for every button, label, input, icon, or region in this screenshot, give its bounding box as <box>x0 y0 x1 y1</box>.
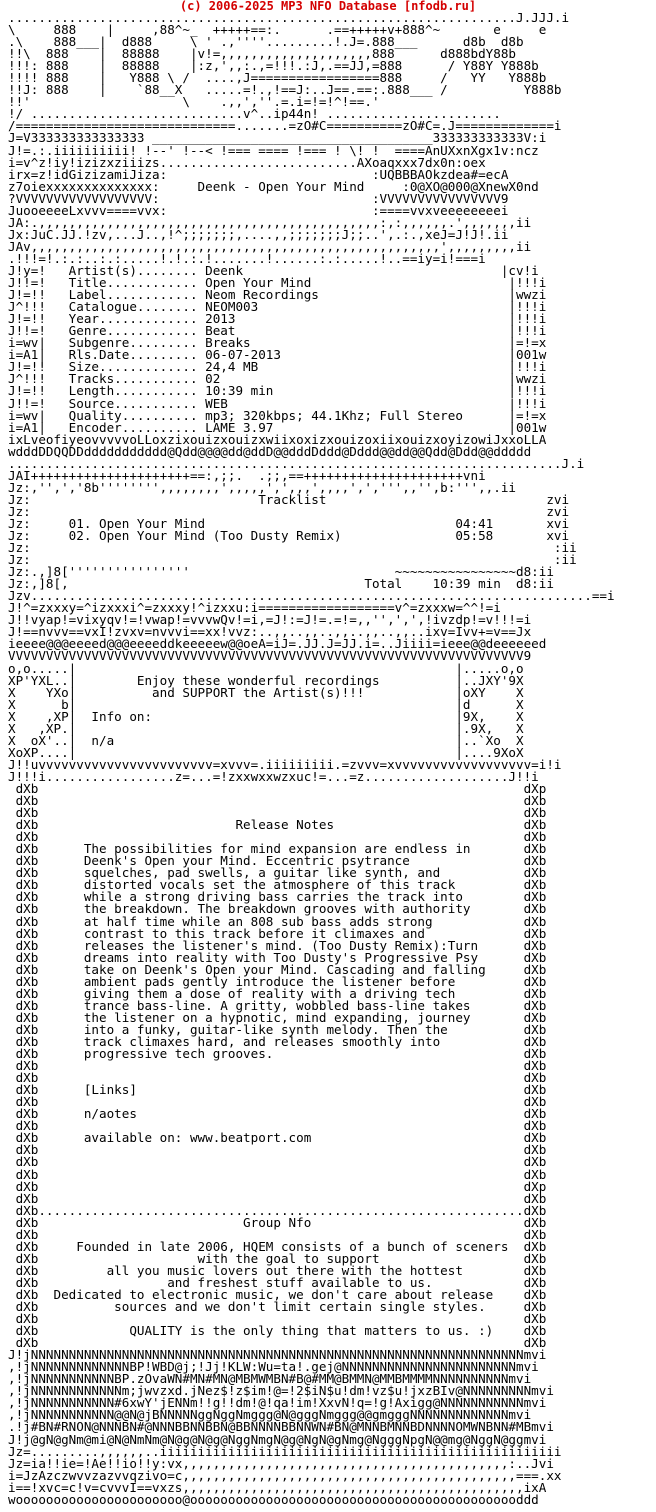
nfo-text: ...................................................................J.JJJ.i \ 888 | ,88^~_ +++++==:. .==+++++v+888^~ e e .\ 888___| d888 \ ' .,''''.........!.J=.888___ d8b d8b !!\ 888 | 88888 |v!=,,,,,,,,,,,,,,,,,,,,888 d888bdY88b !!!: 888 | 88888 |:z,',,:.,=!!!.:J,.==JJ,=888 / Y88Y Y888b !!!! 888 | Y888 \ / ....,J=================888 / YY Y888b !!J: 888 | `88__X .....=!.,!==J:..J==.==:.888___ / Y888b !!' \ .,,',''.=.i=!=!^!==.' !/ ............................v^..ip44n! ....................... /=============================.......=zO#C==========zO#C=.J=============i J=V333333333333333 _____________________________________333333333333V:i J!=.:.iiiiiiiiii! !--' !--< !=== ==== !=== ! \! ! ====AnUXxnXgx1v:ncz i=v^z!iy!izizxziiizs..........................AXoaqxxx7dx0n:oex irx=z!idGizizamiJiza: :UQBBBAOkzdea#=ecA z7oiexxxxxxxxxxxxxx: Deenk - Open Your Mind :0@XO@000@XnewX0nd ?VVVVVVVVVVVVVVVVVV: :VVVVVVVVVVVVVVVV9 JuooeeeeLxvvv====vvx: :====vvxveeeeeeeei JA:.,,,,,,,,,,,,,,,,,,,,,,,,,,,,,,,,,,,,,,,,,,,,,:,:,,,,,,.',,,,,,,ii Jx:JuC.JJ.!zv,...J..,!^;;;;;;;,....,,;;;;;;;J;;..',.:.,xeJ=J!J!.ii JAv,,,,,,,,,,,,,,,,,,,,,,,,,,,,,,,,,,,,,,,,,,,,,,,,,,,,,,',,,,,,,,,ii .!!!=!.:.:..:.:.....!.!.:.!.......!......:.:.....!..==iy=i!===i J!y=! Artist(s)........ Deenk |cv!i J!!=! Title............ Open Your Mind |!!!i J!=!! Label............ Neom Recordings |wwzi J^!!! Catalogue........ NEOM003 |!!!i J!=!! Year............. 2013 |!!!i J!!=! Genre............ Beat |!!!i i=wv| Subgenre......... Breaks |=!=x i=A1| Rls.Date......... 06-07-2013 |001w J!=!! Size............. 24,4 MB |!!!i J^!!! Tracks........... 02 |wwzi J!=!! Length........... 10:39 min |!!!i J!!=! Source........... WEB |!!!i i=wv| Quality.......... mp3; 320kbps; 44.1Khz; Full Stereo |=!=x i=A1| Encoder.......... LAME 3.97 |001w ixLveofiyeovvvvvoLLoxzixouizxouizxwiixoxizxouizoxiixouizxoyizowiJxxoLLA wdddDDQQDDddddddddddd@Qdd@@@@dd@ddD@@dddDddd@Dddd@@dd@@Qdd@Ddd@@ddddd .........................................................................J.i JAI+++++++++++++++++++++==:,;;. .;;,==+++++++++++++++++++++vni Jz:,'',','8b'''''''',,,,,,,,',,,,,',',,,',,,,',',''',,'',b:''',,.ii Jz: Tracklist zvi Jz: zvi Jz: 01. Open Your Mind 04:41 xvi Jz: 02. Open Your Mind (Too Dusty Remix) 05:58 xvi Jz: :ii Jz: :ii Jz:.,]8['''''''''''''''' ~~~~~~~~~~~~~~~~d8:ii Jz:,]8[, Total 10:39 min d8:ii Jzv..........................................................................==i J!^=zxxxy=^izxxxi^=zxxxy!^izxxu:i==================v^=zxxxw=^^!=i J!!vyap!=vixyqv!=!vwap!=vvvwQv!=i,=J!:=J!=.=!=,,'',',',!ivzdp!=v!!!=i J!==nvvv==vxI!zvxv=nvvvi==xx!vvz:..,,..,,..,,..,,..,,..ixv=Ivv+=v==Jx ieeee@@@eeeed@@@eeeeddkeeeeew@@oeA=iJ=.JJ.J=JJ.i=..Jiiii=ieee@@deeeeeed VVVVVVVVVVVVVVVVVVVVVVVVVVVVVVVVVVVVVVVVVVVVVVVVVVVVVVVVVVVVVVVVVVVV9 o,o.....| |.....o,o XP'YXL..| Enjoy these wonderful recordings |..JXY'9X X YXo| and SUPPORT the Artist(s)!!! |oXY X X b| |d X X ,XP| Info on: |9X, X X ,XP.| |.9X, X X oX'..| n/a |..`Xo X XoXP....| |....9XoX J!!uvvvvvvvvvvvvvvvvvvvvvvv=xvvv=.iiiiiiiii.=zvvv=xvvvvvvvvvvvvvvvvvv=i!i J!!!i.................z=...=!zxxwxxwzxuc!=...=z...................J!!i dXb dXp dXb dXb dXb dXb dXb Release Notes dXb dXb dXb dXb The possibilities for mind expansion are endless in dXb dXb Deenk's Open your Mind. Eccentric psytrance dXb dXb squelches, pad swells, a guitar like synth, and dXb dXb distorted vocals set the atmosphere of this track dXb dXb while a strong driving bass carries the track into dXb dXb the breakdown. The breakdown grooves with authority dXb dXb at half time while an 808 sub bass adds strong dXb dXb contrast to this track before it climaxes and dXb dXb releases the listener's mind. (Too Dusty Remix):Turn dXb dXb dreams into reality with Too Dusty's Progressive Psy dXb dXb take on Deenk's Open your Mind. Cascading and falling dXb dXb ambient pads gently introduce the listener before dXb dXb giving them a dose of reality with a driving tech dXb dXb trance bass-line. A gritty, wobbled bass-line takes dXb dXb the listener on a hypnotic, mind expanding, journey dXb dXb into a funky, guitar-like synth melody. Then the dXb dXb track climaxes hard, and releases smoothly into dXb dXb progressive tech grooves. dXb dXb dXb dXb dXb dXb [Links] dXb dXb dXb dXb n/aotes dXb dXb dXb dXb available on: www.beatport.com dXb dXb dXb dXb dXb dXb dXb dXb dXp dXb dXb dXb................................................................dXb dXb Group Nfo dXb dXb dXb dXb Founded in late 2006, HQEM consists of a bunch of sceners dXb dXb with the goal to support dXb dXb all you music lovers out there with the hottest dXb dXb and freshest stuff available to us. dXb dXb Dedicated to electronic music, we don't care about release dXb dXb sources and we don't limit certain single styles. dXb dXb dXb dXb QUALITY is the only thing that matters to us. :) dXb dXb dXb J!jNNNNNNNNNNNNNNNNNNNNNNNNNNNNNNNNNNNNNNNNNNNNNNNNNNNNNNNNNNNNNNNNNmvi ,!jNNNNNNNNNNNNNBP!WBD@j;!Jj!KLW:Wu=ta!.gej@NNNNNNNNNNNNNNNNNNNNNNNmvi ,!jNNNNNNNNNNNBP.zOvaWN#MN#MN@MBMWMBN#B@#MM@BMMN@MMBMMMMNNNNNNNNNNmvi ,!jNNNNNNNNNNNNm;jwvzxd.jNez$!z$im!@=!2$iN$u!dm!vz$u!jxzBIv@NNNNNNNNNmvi ,!jNNNNNNNNNNN#6xwY'jENNm!!g!!dm!@!qa!im!XxvN!q=!g!Axigg@NNNNNNNNNNNmvi ,!jNNNNNNNNNNN@@N@jBNNNNNggNggNmggg@N@gggNmggg@@gmgggNNNNNNNNNNNNNmvi .!j#BN#RNON@NNNBN#@NNNBBNNBBN@BBNNNNBBNNWN#BN@MNNBMNNBDNNNNOMWNBNN#MBmvi J!j@gN@gNm@mi@N@NmNm@N@g@N@g@NggNmgN@g@NgN@gNmg@NgggNpgN@@mg@NggN@ggmvi Jz=.........,,,,,,..iiiiiiiiiiiiiiiiiiiiiiiiiiiiiiiiiiiiiiiiiiiiiiiiiiiii Jz=ia!!ie=!Ae!!io!!y:vx,,,,,,,,,,,,,,,,,,,,,,,,,,,,,,,,,,,,,,,,,,,:..Jvi i=JzAzczwvvzazvvqzivo=c,,,,,,,,,,,,,,,,,,,,,,,,,,,,,,,,,,,,,,,,,,,,===.xx i==!xvc=c!v=cvvvI==vxzs,,,,,,,,,,,,,,,,,,,,,,,,,,,,,,,,,,,,,,,,,,,,,ixA woooooooooooooooooooooo@oooooooooooooooooooooooooooooooooooooooooooddd <box>8 10 615 1507</box>
site-header: (c) 2006-2025 MP3 NFO Database [nfodb.ru] <box>179 0 477 13</box>
